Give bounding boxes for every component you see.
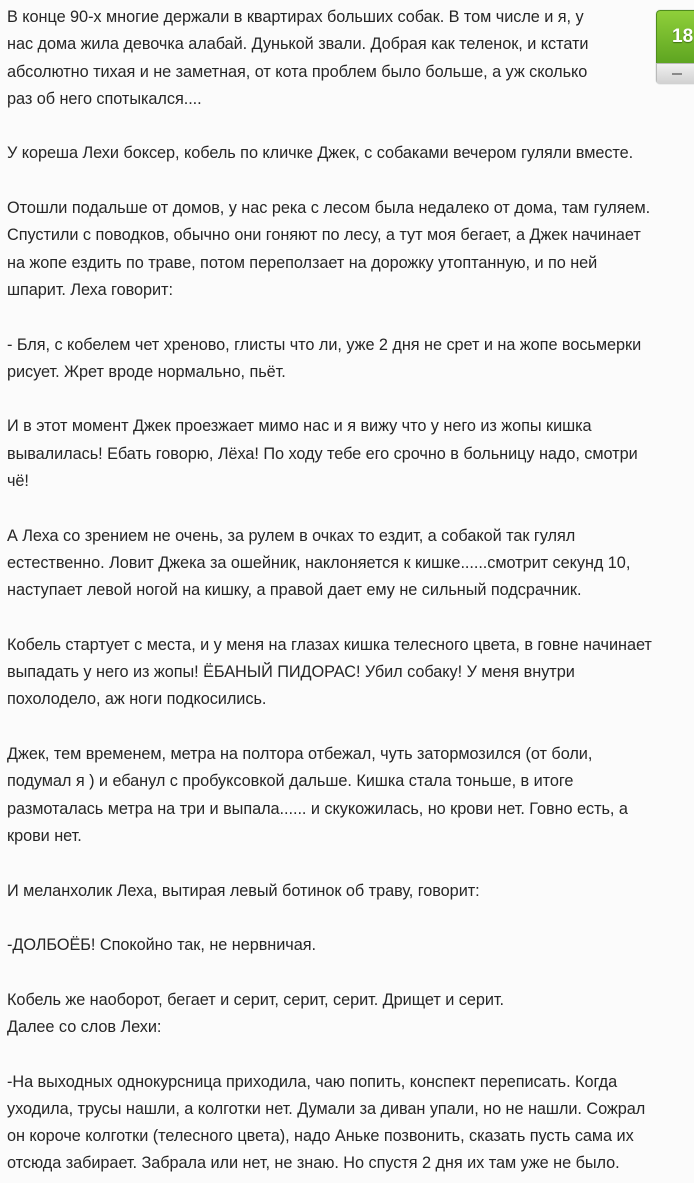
paragraph-5 bbox=[7, 413, 691, 495]
text-line: размоталась метра на три и выпала...... и скукожилась, но крови нет. Говно есть, а bbox=[7, 799, 628, 818]
vote-down-button[interactable] bbox=[656, 63, 694, 84]
text-line: крови нет. bbox=[7, 826, 82, 845]
text-line: -ДОЛБОЁБ! Спокойно так, не нервничая. bbox=[7, 936, 316, 955]
text-line: похолодело, аж ноги подкосились. bbox=[7, 690, 267, 709]
text-line: Отошли подальше от домов, у нас река с лесом была недалеко от дома, там гуляем. bbox=[7, 199, 651, 218]
text-line: уходила, трусы нашли, а колготки нет. Думали за диван упали, но не нашли. Сожрал bbox=[7, 1099, 646, 1118]
minus-icon bbox=[672, 73, 682, 75]
paragraph-11 bbox=[7, 987, 691, 1042]
paragraph-12 bbox=[7, 1069, 691, 1178]
text-line: -На выходных однокурсница приходила, чаю попить, конспект переписать. Когда bbox=[7, 1072, 618, 1091]
text-line: наступает левой ногой на кишку, а правой дает ему не сильный подсрачник. bbox=[7, 581, 582, 600]
text-line: Спустили с поводков, обычно они гоняют по лесу, а тут моя бегает, а Джек начинает bbox=[7, 226, 641, 245]
rating-widget bbox=[656, 10, 694, 84]
text-line: В конце 90-х многие держали в квартирах больших собак. В том числе и я, у bbox=[7, 8, 584, 26]
text-line: - Бля, с кобелем чет хреново, глисты что ли, уже 2 дня не срет и на жопе восьмерки bbox=[7, 335, 642, 354]
paragraph-10 bbox=[7, 932, 691, 959]
text-line: вывалилась! Ебать говорю, Лёха! По ходу тебе его срочно в больницу надо, смотри bbox=[7, 444, 638, 463]
rating-score: 18 bbox=[656, 10, 694, 63]
text-line: естественно. Ловит Джека за ошейник, наклоняется к кишке......смотрит секунд 10, bbox=[7, 553, 631, 572]
text-line: Кобель стартует с места, и у меня на глазах кишка телесного цвета, в говне начинает bbox=[7, 635, 652, 654]
text-line: У кореша Лехи боксер, кобель по кличке Джек, с собаками вечером гуляли вместе. bbox=[7, 144, 634, 163]
text-line: подумал я ) и ебанул с пробуксовкой дальше. Кишка стала тоньше, в итоге bbox=[7, 772, 574, 791]
text-line: Далее со слов Лехи: bbox=[7, 1017, 162, 1036]
text-line: раз об него спотыкался.... bbox=[7, 89, 202, 108]
text-line: И в этот момент Джек проезжает мимо нас и я вижу что у него из жопы кишка bbox=[7, 417, 592, 436]
paragraph-2 bbox=[7, 140, 691, 167]
text-line: рисует. Жрет вроде нормально, пьёт. bbox=[7, 362, 286, 381]
text-line: И меланхолик Леха, вытирая левый ботинок об траву, говорит: bbox=[7, 881, 480, 900]
text-line: выпадать у него из жопы! ЁБАНЫЙ ПИДОРАС! Убил собаку! У меня внутри bbox=[7, 663, 575, 682]
paragraph-7 bbox=[7, 632, 691, 714]
paragraph-9 bbox=[7, 878, 691, 905]
paragraph-6 bbox=[7, 523, 691, 605]
post-text bbox=[7, 4, 691, 1178]
text-line: он короче колготки (телесного цвета), надо Аньке позвонить, сказать пусть сама их bbox=[7, 1127, 634, 1146]
text-line: чё! bbox=[7, 472, 29, 491]
text-line: на жопе ездить по траве, потом переползает на дорожку утоптанную, и по ней bbox=[7, 253, 598, 272]
paragraph-3 bbox=[7, 195, 691, 304]
text-line: Кобель же наоборот, бегает и серит, серит, серит. Дрищет и серит. bbox=[7, 990, 504, 1009]
text-line: абсолютно тихая и не заметная, от кота проблем было больше, а уж сколько bbox=[7, 62, 588, 81]
text-line: нас дома жила девочка алабай. Дунькой звали. Добрая как теленок, и кстати bbox=[7, 35, 589, 54]
text-line: шпарит. Леха говорит: bbox=[7, 280, 173, 299]
text-line: А Леха со зрением не очень, за рулем в очках то ездит, а собакой так гулял bbox=[7, 526, 576, 545]
paragraph-4 bbox=[7, 332, 691, 387]
text-line: отсюда забирает. Забрала или нет, не знаю. Но спустя 2 дня их там уже не было. bbox=[7, 1154, 620, 1173]
paragraph-1 bbox=[7, 4, 691, 113]
text-line: Джек, тем временем, метра на полтора отбежал, чуть затормозился (от боли, bbox=[7, 745, 593, 764]
paragraph-8 bbox=[7, 741, 691, 850]
